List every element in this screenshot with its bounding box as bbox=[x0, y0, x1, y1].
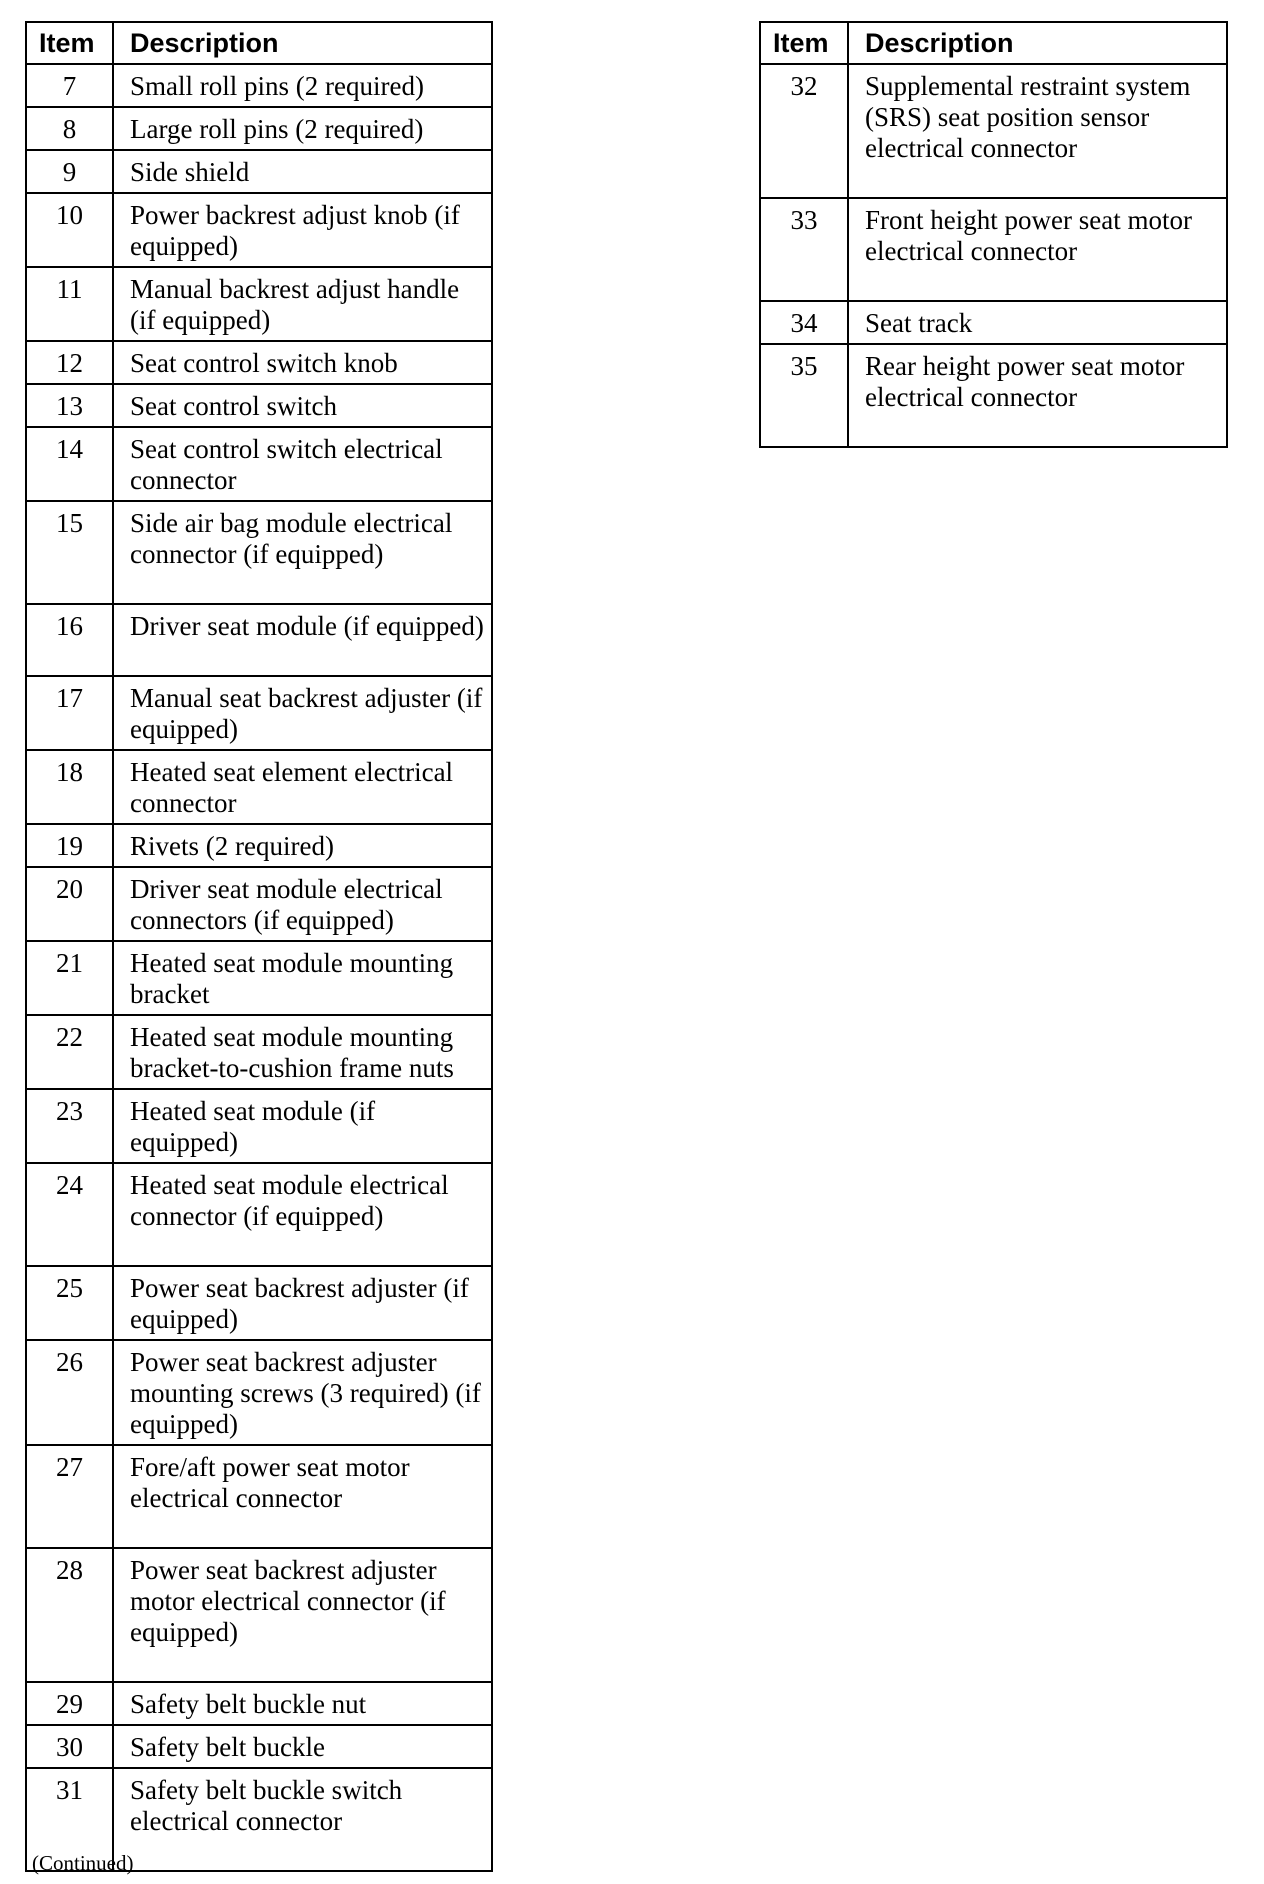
header-row bbox=[26, 22, 492, 64]
item-number: 11 bbox=[26, 267, 113, 341]
item-description: Power seat backrest adjuster mounting screws (3 required) (if equipped) bbox=[113, 1340, 492, 1445]
item-number: 34 bbox=[760, 301, 848, 344]
table-row bbox=[26, 867, 492, 941]
table-row bbox=[26, 750, 492, 824]
item-number: 15 bbox=[26, 501, 113, 604]
header-row bbox=[760, 22, 1227, 64]
item-number: 24 bbox=[26, 1163, 113, 1266]
item-description: Side air bag module electrical connector (if equipped) bbox=[113, 501, 492, 604]
item-number: 27 bbox=[26, 1445, 113, 1548]
item-number: 28 bbox=[26, 1548, 113, 1682]
item-description: Front height power seat motor electrical connector bbox=[848, 198, 1227, 301]
item-description: Manual seat backrest adjuster (if equipped) bbox=[113, 676, 492, 750]
item-description: Fore/aft power seat motor electrical connector bbox=[113, 1445, 492, 1548]
item-number: 13 bbox=[26, 384, 113, 427]
table-row bbox=[26, 64, 492, 107]
table-row bbox=[26, 341, 492, 384]
item-number: 29 bbox=[26, 1682, 113, 1725]
item-description: Rear height power seat motor electrical connector bbox=[848, 344, 1227, 447]
item-number: 12 bbox=[26, 341, 113, 384]
item-description: Power backrest adjust knob (if equipped) bbox=[113, 193, 492, 267]
table-row bbox=[26, 427, 492, 501]
item-number: 14 bbox=[26, 427, 113, 501]
item-description: Side shield bbox=[113, 150, 492, 193]
item-number: 18 bbox=[26, 750, 113, 824]
table-row bbox=[26, 1015, 492, 1089]
table-row bbox=[760, 344, 1227, 447]
item-description: Rivets (2 required) bbox=[113, 824, 492, 867]
description-column-header: Description bbox=[113, 22, 492, 64]
item-description: Power seat backrest adjuster (if equipped) bbox=[113, 1266, 492, 1340]
item-description: Heated seat module electrical connector (if equipped) bbox=[113, 1163, 492, 1266]
table-row bbox=[26, 676, 492, 750]
item-description: Heated seat module mounting bracket bbox=[113, 941, 492, 1015]
item-description: Manual backrest adjust handle (if equipped) bbox=[113, 267, 492, 341]
item-description: Power seat backrest adjuster motor electrical connector (if equipped) bbox=[113, 1548, 492, 1682]
item-description: Heated seat module mounting bracket-to-cushion frame nuts bbox=[113, 1015, 492, 1089]
table-row bbox=[26, 1548, 492, 1682]
item-description: Small roll pins (2 required) bbox=[113, 64, 492, 107]
item-number: 16 bbox=[26, 604, 113, 676]
item-number: 32 bbox=[760, 64, 848, 198]
table-row bbox=[760, 301, 1227, 344]
table-row bbox=[26, 941, 492, 1015]
item-description: Safety belt buckle nut bbox=[113, 1682, 492, 1725]
item-description: Driver seat module (if equipped) bbox=[113, 604, 492, 676]
table-row bbox=[26, 267, 492, 341]
parts-table-left bbox=[25, 21, 493, 1872]
item-description: Large roll pins (2 required) bbox=[113, 107, 492, 150]
item-description: Seat control switch bbox=[113, 384, 492, 427]
item-number: 23 bbox=[26, 1089, 113, 1163]
table-row bbox=[26, 824, 492, 867]
description-column-header: Description bbox=[848, 22, 1227, 64]
table-row bbox=[26, 384, 492, 427]
item-number: 31 bbox=[26, 1768, 113, 1871]
item-number: 33 bbox=[760, 198, 848, 301]
table-row bbox=[26, 1266, 492, 1340]
item-description: Heated seat element electrical connector bbox=[113, 750, 492, 824]
item-number: 8 bbox=[26, 107, 113, 150]
item-number: 25 bbox=[26, 1266, 113, 1340]
item-description: Driver seat module electrical connectors (if equipped) bbox=[113, 867, 492, 941]
continued-note: (Continued) bbox=[32, 1851, 134, 1875]
item-description: Safety belt buckle bbox=[113, 1725, 492, 1768]
table-row bbox=[26, 1682, 492, 1725]
parts-table-right bbox=[759, 21, 1228, 448]
item-number: 10 bbox=[26, 193, 113, 267]
item-number: 17 bbox=[26, 676, 113, 750]
table-row bbox=[760, 64, 1227, 198]
table-row bbox=[26, 1725, 492, 1768]
item-number: 21 bbox=[26, 941, 113, 1015]
table-row bbox=[26, 193, 492, 267]
item-column-header: Item bbox=[760, 22, 848, 64]
table-row bbox=[26, 1089, 492, 1163]
table-row bbox=[26, 107, 492, 150]
item-number: 30 bbox=[26, 1725, 113, 1768]
table-row bbox=[26, 1445, 492, 1548]
item-number: 19 bbox=[26, 824, 113, 867]
item-number: 26 bbox=[26, 1340, 113, 1445]
item-description: Supplemental restraint system (SRS) seat position sensor electrical connector bbox=[848, 64, 1227, 198]
table-row bbox=[26, 1340, 492, 1445]
table-row bbox=[26, 1163, 492, 1266]
item-number: 22 bbox=[26, 1015, 113, 1089]
item-description: Seat track bbox=[848, 301, 1227, 344]
table-row bbox=[26, 150, 492, 193]
item-number: 35 bbox=[760, 344, 848, 447]
item-number: 20 bbox=[26, 867, 113, 941]
item-description: Seat control switch knob bbox=[113, 341, 492, 384]
table-row bbox=[760, 198, 1227, 301]
item-description: Safety belt buckle switch electrical connector bbox=[113, 1768, 492, 1871]
table-row bbox=[26, 501, 492, 604]
item-description: Seat control switch electrical connector bbox=[113, 427, 492, 501]
item-description: Heated seat module (if equipped) bbox=[113, 1089, 492, 1163]
item-number: 9 bbox=[26, 150, 113, 193]
item-number: 7 bbox=[26, 64, 113, 107]
item-column-header: Item bbox=[26, 22, 113, 64]
table-row bbox=[26, 604, 492, 676]
